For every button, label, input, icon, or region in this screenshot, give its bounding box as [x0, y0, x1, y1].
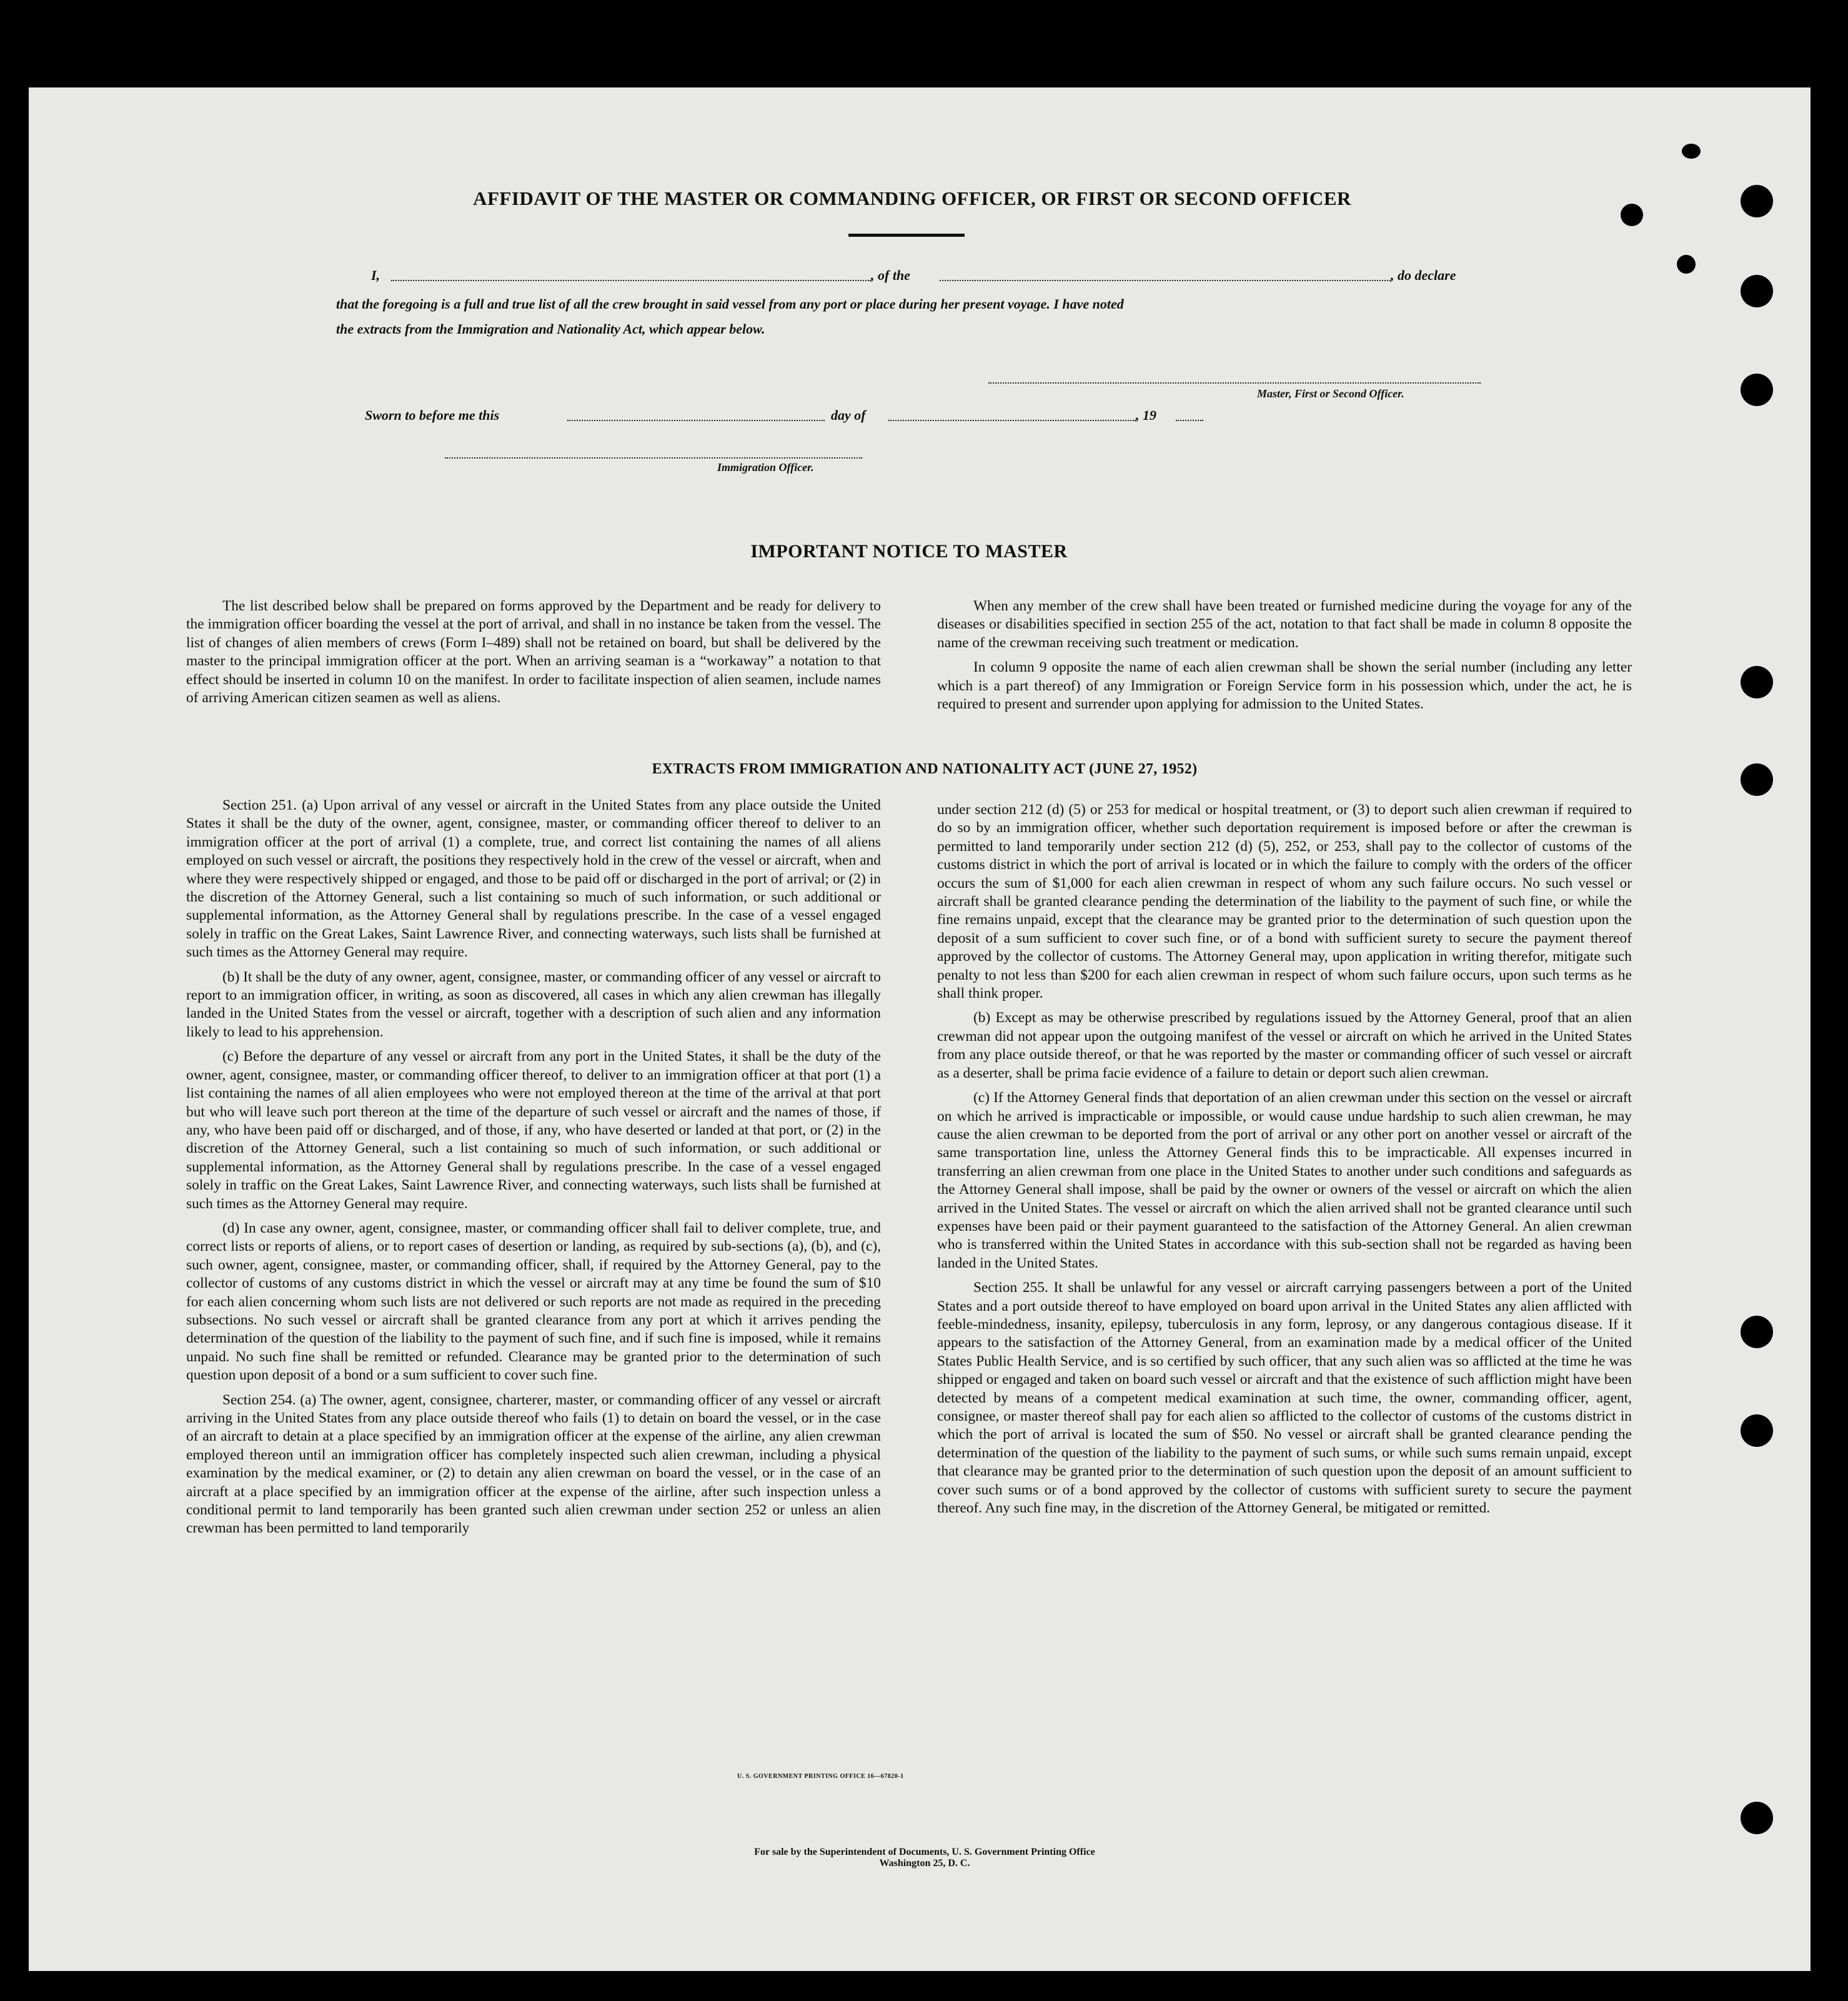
- i-label: I,: [371, 267, 380, 283]
- extract-paragraph: Section 255. It shall be unlawful for any vessel or aircraft carrying passengers between a port of the United States and a port outside thereof to have employed on board upon arrival in the United States any alien afflicted with feeble-mindedness, insanity, epilepsy, tuberculosis in any form, leprosy, or any dangerous contagious disease. If it appears to the satisfaction of the Attorney General, from an examination made by a medical officer of the United States Public Health Service, and is so certified by such officer, that any such alien was so afflicted at the time he was shipped or engaged and taken on board such vessel or aircraft and that the existence of such affliction might have been detected by means of a competent medical examination at such time, the owner, commanding officer, agent, consignee, or master thereof shall pay for each alien so afflicted to the collector of customs of the customs district in which the port of arrival is located the sum of $50. No vessel or aircraft shall be granted clearance pending the determination of the question of the liability to the payment of such sums, or while such sums remain unpaid, except that clearance may be granted prior to the determination of such question upon the deposit of an amount sufficient to cover such sums or of a bond approved by the collector of customs with sufficient surety to secure the payment thereof. Any such fine may, in the discretion of the Attorney General, be mitigated or remitted.: [937, 1279, 1632, 1517]
- affidavit-statement-line1: that the foregoing is a full and true list of all the crew brought in said vessel from any port or place during her present voyage. I have noted: [336, 296, 1124, 312]
- extracts-right-column: [937, 801, 1632, 1517]
- of-the-label: , of the: [871, 267, 910, 283]
- extract-paragraph: under section 212 (d) (5) or 253 for medical or hospital treatment, or (3) to deport such alien crewman if required to do so by an immigration officer, whether such deportation requirement is imposed before or after the crewman is permitted to land temporarily under section 212 (d) (5), 252, or 253, shall pay to the collector of customs of the customs district in which the port of arrival is located or in which the failure to comply with the orders of the officer occurs the sum of $1,000 for each alien crewman in respect of whom any such failure occurs. No such vessel or aircraft shall be granted clearance pending the determination of the liability to the payment of such fine, or while the fine remains unpaid, except that the clearance may be granted prior to the determination of such question upon the deposit of a sum sufficient to cover such fine, or of a bond with sufficient surety to secure the payment thereof approved by the collector of customs. The Attorney General may, upon application in writing therefor, mitigate such penalty to not less than $200 for each alien crewman in respect of whom such failure occurs, upon such terms as he shall think proper.: [937, 802, 1632, 1002]
- day-of-label: day of: [831, 407, 866, 423]
- footer: [594, 1847, 1256, 1869]
- notice-left-column: [186, 597, 881, 707]
- extract-paragraph: (d) In case any owner, agent, consignee, master, or commanding officer shall fail to deliver complete, true, and correct lists or reports of aliens, or to report cases of desertion or landing, as required by sub-sections (a), (b), and (c), such owner, agent, consignee, master, or commanding officer, shall, if required by the Attorney General, pay to the collector of customs of any customs district in which the vessel or aircraft may at any time be found the sum of $10 for each alien concerning whom such lists are not delivered or such reports are not made as required in the preceding subsections. No such vessel or aircraft shall be granted clearance from any port at which it arrives pending the determination of the question of the liability to the payment of such fine, and if such fine is imposed, while it remains unpaid. No such fine shall be remitted or refunded. Clearance may be granted prior to the determination of such question upon deposit of a bond or a sum sufficient to cover such fine.: [186, 1219, 881, 1384]
- printing-office-imprint: U. S. GOVERNMENT PRINTING OFFICE 16—67820-1: [737, 1773, 904, 1780]
- immigration-officer-signature-line[interactable]: [445, 457, 862, 459]
- immigration-officer-caption: Immigration Officer.: [717, 461, 814, 474]
- binder-hole: [1741, 1802, 1773, 1834]
- master-signature-line[interactable]: [988, 382, 1481, 384]
- notice-paragraph: In column 9 opposite the name of each alien crewman shall be shown the serial number (including any letter which is a part thereof) of any Immigration or Foreign Service form in his possession which, under the act, he is required to present and surrender upon applying for admission to the United States.: [937, 659, 1632, 713]
- extract-paragraph: Section 254. (a) The owner, agent, consignee, charterer, master, or commanding officer of any vessel or aircraft arriving in the United States from any place outside thereof who fails (1) to detain on board the vessel, or in the case of an aircraft to detain at a place specified by an immigration officer at the expense of the airline, any alien crewman employed thereon until an immigration officer has completely inspected such alien crewman, including a physical examination by the medical examiner, or (2) to detain any alien crewman on board the vessel, or in the case of an aircraft at a place specified by an immigration officer at the expense of the airline, after such inspection unless a conditional permit to land temporarily has been granted such alien crewman under section 252 or unless an alien crewman has been permitted to land temporarily: [186, 1391, 881, 1537]
- binder-hole: [1741, 1316, 1773, 1348]
- notice-paragraph: When any member of the crew shall have been treated or furnished medicine during the voyage for any of the diseases or disabilities specified in section 255 of the act, notation to that fact shall be made in column 8 opposite the name of the crewman receiving such treatment or medication.: [937, 598, 1632, 651]
- vessel-field[interactable]: [940, 280, 1391, 281]
- binder-hole: [1741, 185, 1773, 217]
- affidavit-title: AFFIDAVIT OF THE MASTER OR COMMANDING OFFICER, OR FIRST OR SECOND OFFICER: [473, 187, 1351, 209]
- extracts-title: EXTRACTS FROM IMMIGRATION AND NATIONALITY ACT (JUNE 27, 1952): [652, 761, 1198, 777]
- master-caption: Master, First or Second Officer.: [1257, 387, 1404, 400]
- affidavit-statement-line2: the extracts from the Immigration and Nationality Act, which appear below.: [336, 321, 765, 337]
- footer-line1: For sale by the Superintendent of Documents, U. S. Government Printing Office: [754, 1847, 1095, 1857]
- binder-hole: [1677, 255, 1696, 274]
- binder-hole: [1682, 144, 1701, 159]
- binder-hole: [1741, 666, 1773, 698]
- binder-hole: [1621, 204, 1643, 226]
- do-declare-label: , do declare: [1391, 267, 1456, 283]
- binder-hole: [1741, 763, 1773, 796]
- notice-paragraph: The list described below shall be prepared on forms approved by the Department and be ready for delivery to the immigration officer boarding the vessel at the port of arrival, and shall in no instance be taken from the vessel. The list of changes of alien members of crews (Form I–489) shall not be retained on board, but shall be delivered by the master to the principal immigration officer at the port. When an arriving seaman is a “workaway” a notation to that effect should be inserted in column 10 on the manifest. In order to facilitate inspection of alien seamen, include names of arriving American citizen seamen as well as aliens.: [186, 598, 881, 707]
- extracts-left-column: [186, 797, 881, 1538]
- extract-paragraph: (b) Except as may be otherwise prescribed by regulations issued by the Attorney General, proof that an alien crewman did not appear upon the outgoing manifest of the vessel or aircraft on which he arrived in the United States from any place outside thereof, or that he was reported by the master or commanding officer of such vessel or aircraft as a deserter, shall be prima facie evidence of a failure to detain or deport such alien crewman.: [937, 1010, 1632, 1081]
- footer-line2: Washington 25, D. C.: [879, 1858, 970, 1869]
- notice-title: IMPORTANT NOTICE TO MASTER: [750, 541, 1068, 562]
- binder-hole: [1741, 1414, 1773, 1447]
- extract-paragraph: (c) Before the departure of any vessel or aircraft from any port in the United States, it shall be the duty of the owner, agent, consignee, master, or commanding officer thereof, to deliver to an immigration officer at that port (1) a list containing the names of all alien employees who were not employed thereon at the time of the arrival at that port but who will leave such port thereon at the time of the departure of such vessel or aircraft and the names of those, if any, who have been paid off or discharged, and of those, if any, who have deserted or landed at that port, or (2) in the discretion of the Attorney General, such a list containing so much of such information, or such additional or supplemental information, as the Attorney General shall by regulations prescribe. In the case of a vessel engaged solely in traffic on the Great Lakes, Saint Lawrence River, and connecting waterways, such lists shall be furnished at such times as the Attorney General may require.: [186, 1048, 881, 1212]
- binder-hole: [1741, 275, 1773, 307]
- title-rule: [848, 234, 965, 237]
- sworn-label: Sworn to before me this: [365, 407, 500, 423]
- sworn-day-field[interactable]: [567, 420, 825, 421]
- sworn-month-field[interactable]: [888, 420, 1136, 421]
- sworn-year-field[interactable]: [1176, 420, 1203, 421]
- extract-paragraph: (b) It shall be the duty of any owner, agent, consignee, master, or commanding officer of any vessel or aircraft to report to an immigration officer, in writing, as soon as discovered, all cases in which any alien crewman has illegally landed in the United States from the vessel or aircraft, together with a description of such alien and any information likely to lead to his apprehension.: [186, 968, 881, 1040]
- extract-paragraph: Section 251. (a) Upon arrival of any vessel or aircraft in the United States from any place outside the United States it shall be the duty of the owner, agent, consignee, master, or commanding officer thereof to deliver to an immigration officer at the port of arrival (1) a complete, true, and correct list containing the names of all aliens employed on such vessel or aircraft, the positions they respectively hold in the crew of the vessel or aircraft, when and where they were respectively shipped or engaged, and those to be paid off or discharged in the port of arrival; or (2) in the discretion of the Attorney General, such a list containing so much of such information, or such additional or supplemental information, as the Attorney General shall by regulations prescribe. In the case of a vessel engaged solely in traffic on the Great Lakes, Saint Lawrence River, and connecting waterways, such lists shall be furnished at such times as the Attorney General may require.: [186, 797, 881, 961]
- extract-paragraph: (c) If the Attorney General finds that deportation of an alien crewman under this section on the vessel or aircraft on which he arrived is impracticable or impossible, or would cause undue hardship to such alien crewman, he may cause the alien crewman to be deported from the port of arrival or any other port on another vessel or aircraft of the same transportation line, unless the Attorney General finds this to be impracticable. All expenses incurred in transferring an alien crewman from one place in the United States to another under such conditions and safeguards as the Attorney General shall impose, shall be paid by the owner or owners of the vessel or aircraft on which the alien arrived in the United States. The vessel or aircraft on which the alien arrived shall not be granted clearance until such expenses have been paid or their payment guaranteed to the satisfaction of the Attorney General. An alien crewman who is transferred within the United States in accordance with this sub-section shall not be regarded as having been landed in the United States.: [937, 1090, 1632, 1271]
- notice-right-column: [937, 597, 1632, 713]
- name-field[interactable]: [391, 280, 871, 281]
- binder-hole: [1741, 374, 1773, 406]
- year-label: , 19: [1136, 407, 1156, 423]
